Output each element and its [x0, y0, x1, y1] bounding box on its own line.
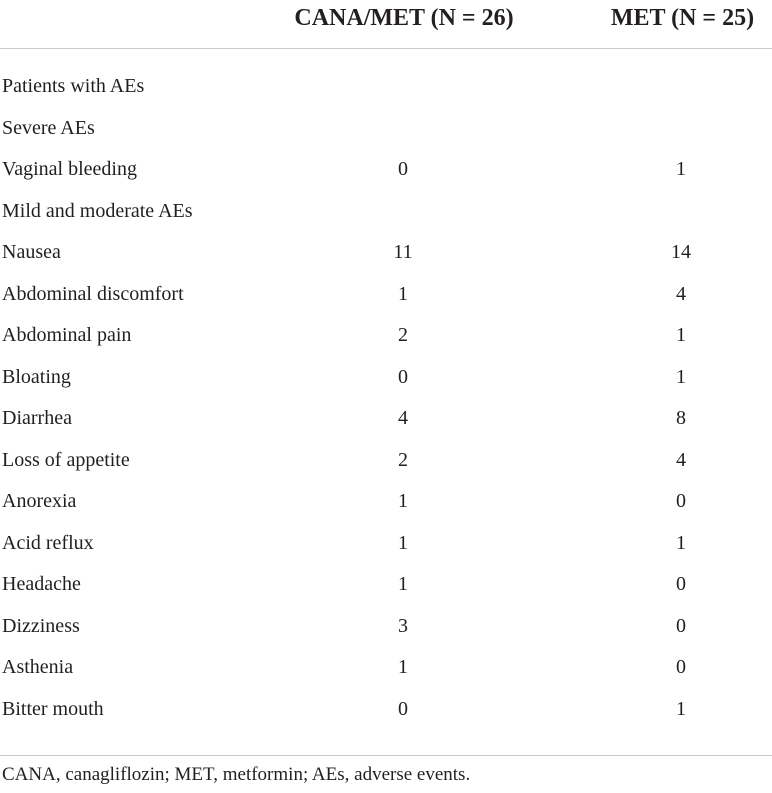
cana-met-value: 1	[398, 573, 408, 595]
table-row	[0, 689, 772, 731]
row-label: Dizziness	[2, 614, 80, 637]
column-header-met: MET (N = 25)	[610, 5, 755, 31]
table-row	[0, 647, 772, 689]
row-label: Bloating	[2, 365, 71, 388]
cana-met-value: 0	[398, 697, 408, 720]
cana-met-value: 0	[398, 365, 408, 388]
met-value: 1	[676, 697, 686, 720]
row-label: Asthenia	[2, 656, 74, 678]
met-value: 14	[671, 241, 691, 263]
met-value: 1	[676, 158, 686, 180]
table-row	[0, 440, 772, 482]
cana-met-value: 1	[398, 282, 408, 305]
row-label: Bitter mouth	[2, 697, 104, 720]
met-value: 1	[676, 531, 686, 554]
table-row	[0, 315, 772, 357]
table-row	[0, 523, 772, 565]
row-label: Abdominal discomfort	[2, 282, 184, 305]
table-row	[0, 398, 772, 440]
row-label: Acid reflux	[2, 531, 94, 554]
table-row	[0, 274, 772, 316]
table-footnote: CANA, canagliflozin; MET, metformin; AEs, adverse events.	[2, 764, 471, 785]
cana-met-value: 2	[398, 324, 408, 346]
table-row	[0, 564, 772, 606]
table-row	[0, 232, 772, 274]
row-label: Severe AEs	[2, 116, 95, 139]
table-row	[0, 606, 772, 648]
cana-met-value: 11	[393, 241, 413, 263]
table-row	[0, 357, 772, 399]
table-row	[0, 66, 772, 108]
row-label: Anorexia	[2, 490, 77, 512]
met-value: 4	[676, 448, 686, 471]
row-label: Loss of appetite	[2, 448, 130, 471]
met-value: 8	[676, 407, 686, 429]
table-body	[0, 66, 772, 730]
table-header	[0, 0, 772, 48]
header-divider	[0, 48, 772, 49]
table-row	[0, 481, 772, 523]
cana-met-value: 4	[398, 407, 408, 429]
cana-met-value: 2	[398, 448, 408, 471]
cana-met-value: 1	[398, 656, 408, 678]
cana-met-value: 0	[398, 158, 408, 180]
cana-met-value: 1	[398, 531, 408, 554]
met-value: 1	[676, 365, 686, 388]
row-label: Nausea	[2, 241, 61, 263]
met-value: 1	[676, 324, 686, 346]
column-header-cana-met: CANA/MET (N = 26)	[294, 5, 514, 31]
row-label: Headache	[2, 573, 81, 595]
table-row	[0, 108, 772, 150]
met-value: 0	[676, 490, 686, 512]
table-row	[0, 191, 772, 233]
footer-divider	[0, 755, 772, 756]
row-label: Abdominal pain	[2, 324, 132, 346]
met-value: 0	[676, 573, 686, 595]
met-value: 0	[676, 656, 686, 678]
row-label: Mild and moderate AEs	[2, 199, 193, 222]
met-value: 4	[676, 282, 686, 305]
met-value: 0	[676, 614, 686, 637]
cana-met-value: 3	[398, 614, 408, 637]
cana-met-value: 1	[398, 490, 408, 512]
table-row	[0, 149, 772, 191]
row-label: Patients with AEs	[2, 75, 145, 97]
row-label: Diarrhea	[2, 407, 72, 429]
row-label: Vaginal bleeding	[2, 158, 137, 180]
